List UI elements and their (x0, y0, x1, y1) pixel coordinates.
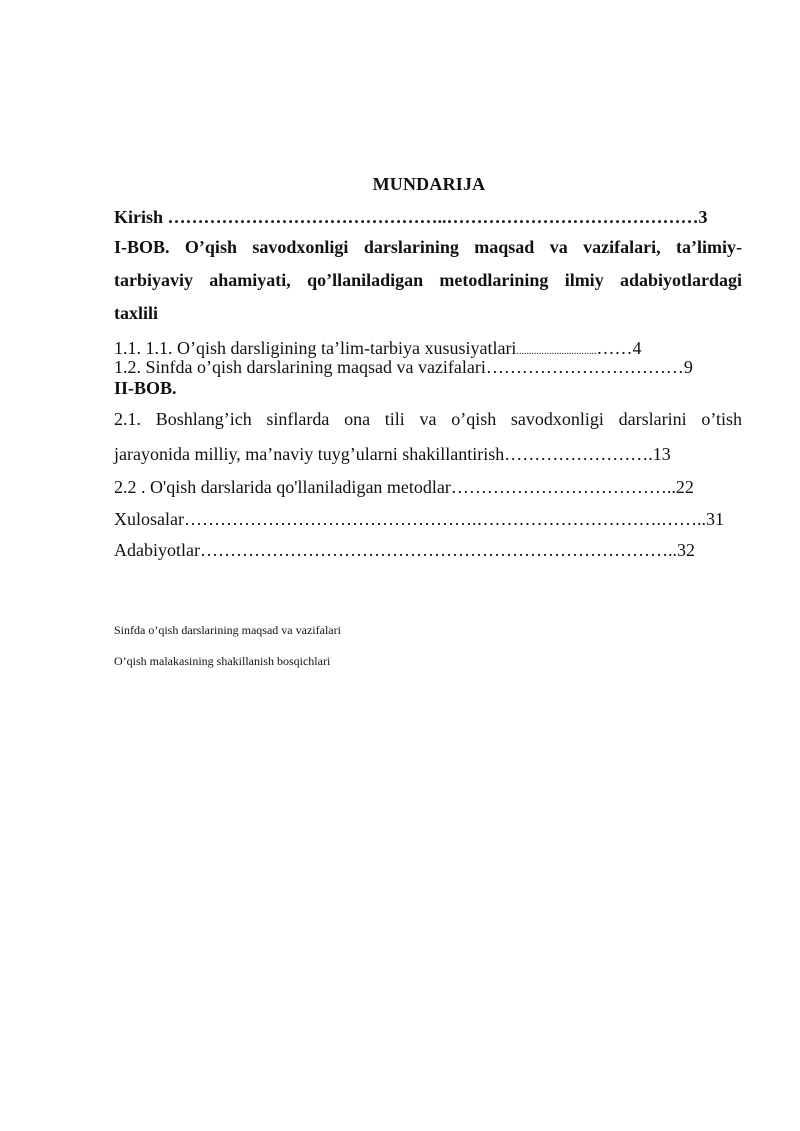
toc-entry-xulosalar: Xulosalar………………………………………….………………………….……..31 (114, 509, 724, 529)
toc-entry-2-1-line-2: jarayonida milliy, ma’naviy tuyg’ularni shakillantirish…………………….13 (114, 444, 671, 464)
toc-entry-1-2: 1.2. Sinfda o’qish darslarining maqsad va vazifalari……………………………9 (114, 357, 693, 377)
toc-entry-1-1-text: 1.1. 1.1. O’qish darsligining ta’lim-tarbiya xususiyatlari (114, 338, 517, 358)
toc-entry-2-1-line-1: 2.1. Boshlang’ich sinflarda ona tili va o’qish savodxonligi darslarini o’tish (114, 409, 742, 429)
toc-entry-adabiyotlar: Adabiyotlar……………………………………………………………………..32 (114, 540, 695, 560)
toc-chapter-1-line-2: tarbiyaviy ahamiyati, qo’llaniladigan metodlarining ilmiy adabiyotlardagi (114, 270, 742, 290)
toc-entry-1-1-dots: ................................ (516, 346, 597, 357)
toc-entry-1-1-page: ……4 (596, 338, 642, 358)
toc-chapter-1-line-3: taxlili (114, 303, 158, 323)
note-line-2: O’qish malakasining shakillanish bosqichlari (114, 654, 331, 668)
toc-entry-kirish: Kirish ………………………………………..……………………………………3 (114, 207, 708, 227)
toc-chapter-2: II-BOB. (114, 378, 177, 398)
note-line-1: Sinfda o’qish darslarining maqsad va vazifalari (114, 623, 341, 637)
toc-entry-2-2: 2.2 . O'qish darslarida qo'llaniladigan metodlar………………………………..22 (114, 477, 694, 497)
page-title: MUNDARIJA (372, 174, 486, 194)
toc-chapter-1-line-1: I-BOB. O’qish savodxonligi darslarining maqsad va vazifalari, ta’limiy- (114, 237, 742, 257)
